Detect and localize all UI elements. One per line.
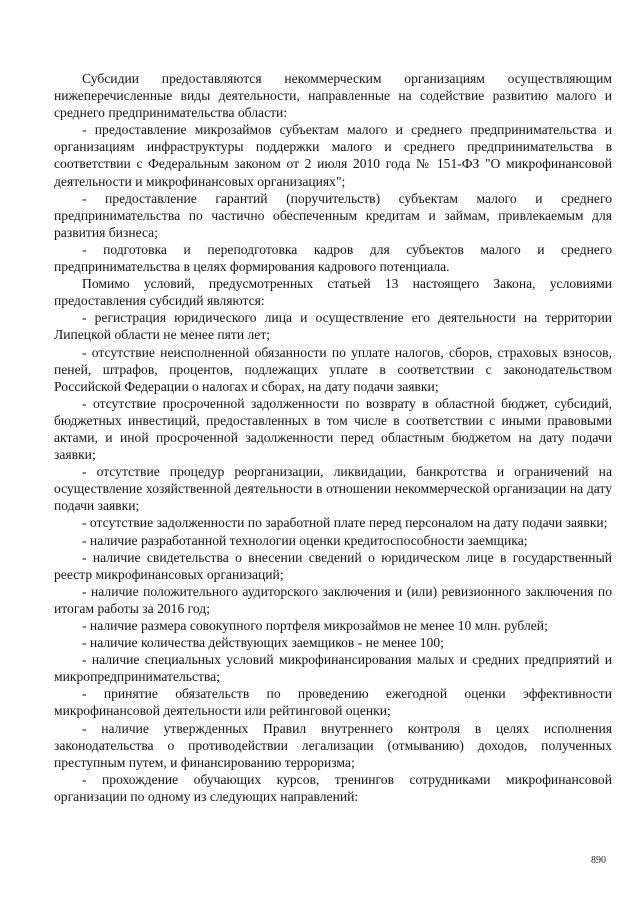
paragraph: - наличие количества действующих заемщиков - не менее 100; [82,635,444,651]
paragraph: - наличие положительного аудиторского заключения и (или) ревизионного заключения по итогам работы за 2016 год; [54,583,612,616]
paragraph: Помимо условий, предусмотренных статьей 13 настоящего Закона, условиями предоставления субсидий являются: [54,276,612,309]
paragraph: - отсутствие процедур реорганизации, ликвидации, банкротства и ограничений на осуществление хозяйственной деятельности в отношении некоммерческой организации на дату подачи заявки; [54,464,612,514]
paragraph: - регистрация юридического лица и осуществление его деятельности на территории Липецкой области не менее пяти лет; [54,310,612,343]
paragraph: - отсутствие задолженности по заработной плате перед персоналом на дату подачи заявки; [82,515,608,531]
paragraph: - наличие размера совокупного портфеля микрозаймов не менее 10 млн. рублей; [82,618,548,633]
paragraph: - принятие обязательств по проведению ежегодной оценки эффективности микрофинансовой деятельности или рейтинговой оценки; [54,686,612,719]
paragraph: - отсутствие просроченной задолженности по возврату в областной бюджет, субсидий, бюджетных инвестиций, предоставленных в том числе в соответствии с иными правовыми актами, и иной просроченной задолженности перед областным бюджетом на дату подачи заявки; [54,395,612,463]
paragraph: - прохождение обучающих курсов, тренингов сотрудниками микрофинансовой организации по одному из следующих направлений: [54,771,612,804]
paragraph: - наличие свидетельства о внесении сведений о юридическом лице в государственный реестр микрофинансовых организаций; [54,549,612,582]
paragraph: Субсидии предоставляются некоммерческим организациям осуществляющим нижеперечисленные виды деятельности, направленные на содействие развитию малого и среднего предпринимательства области: [54,71,612,121]
paragraph: - предоставление микрозаймов субъектам малого и среднего предпринимательства и организациям инфраструктуры поддержки малого и среднего предпринимательства в соответствии с Федеральным законом от 2 июля 2010 года № 151-ФЗ "О микрофинансовой деятельности и микрофинансовых организациях"; [54,122,612,189]
paragraph: - отсутствие неисполненной обязанности по уплате налогов, сборов, страховых взносов, пеней, штрафов, процентов, подлежащих уплате в соответствии с законодательством Российской Федерации о налогах и сборах, на дату подачи заявки; [54,344,612,394]
document-body [54,70,612,805]
paragraph: - подготовка и переподготовка кадров для субъектов малого и среднего предпринимательства в целях формирования кадрового потенциала. [54,241,612,275]
paragraph: - предоставление гарантий (поручительств) субъектам малого и среднего предпринимательства по частично обеспеченным кредитам и займам, привлекаемым для развития бизнеса; [54,190,612,240]
paragraph: - наличие разработанной технологии оценки кредитоспособности заемщика; [82,532,528,548]
paragraph: - наличие утвержденных Правил внутреннего контроля в целях исполнения законодательства о противодействии легализации (отмыванию) доходов, полученных преступным путем, и финансированию терроризма; [54,720,612,770]
paragraph: - наличие специальных условий микрофинансирования малых и средних предприятий и микропредпринимательства; [54,652,612,685]
page-number: 890 [591,855,606,866]
